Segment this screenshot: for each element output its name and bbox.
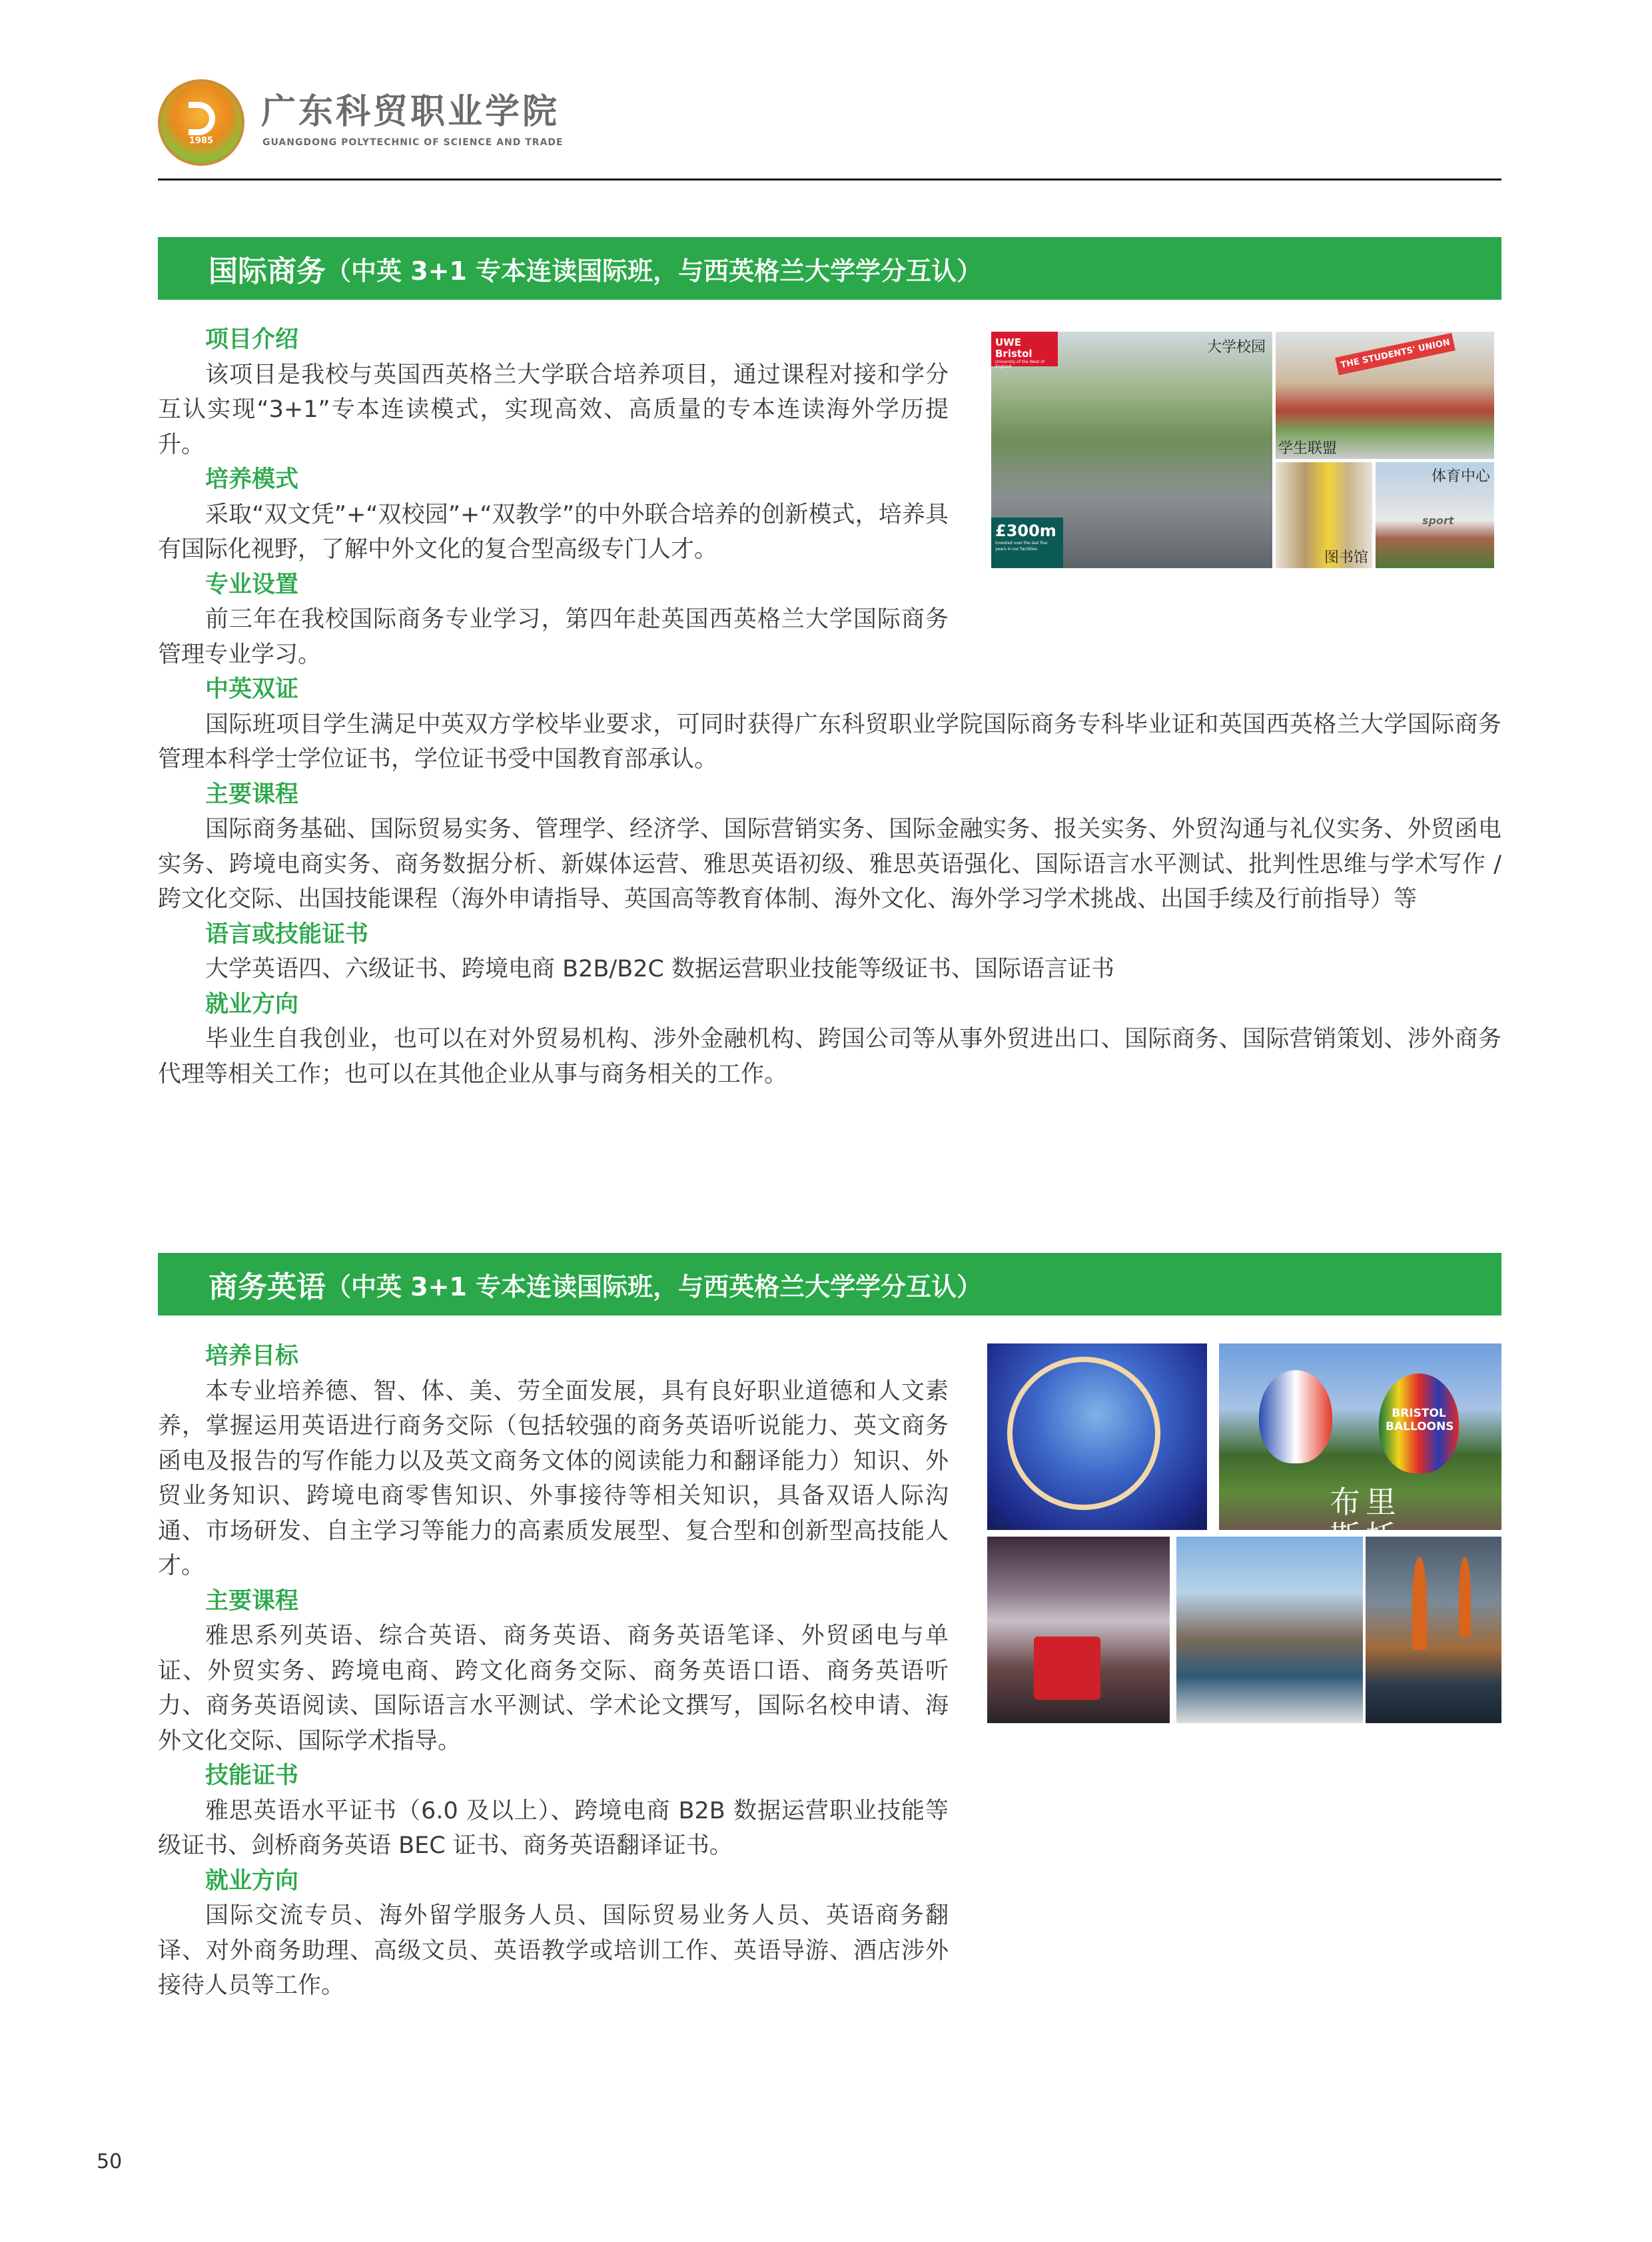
photo-students-union [1276,332,1494,459]
section-subtitle: （中英 3+1 专本连读国际班，与西英格兰大学学分互认） [326,1272,983,1302]
item-body: 国际商务基础、国际贸易实务、管理学、经济学、国际营销实务、国际金融实务、报关实务、外贸沟通与礼仪实务、外贸函电实务、跨境电商实务、商务数据分析、新媒体运营、雅思英语初级、雅思英语强化、国际语言水平测试、批判性思维与学术写作 / 跨文化交际、出国技能课程（海外申请指导、英国高等教育体制、海外文化、海外学习学术挑战、出国手续及行前指导）等 [158,816,1501,913]
page-number: 50 [97,2150,123,2173]
balloon-rooster-icon [1259,1370,1332,1463]
item-heading: 培养目标 [205,1343,299,1369]
item-heading: 培养模式 [205,466,299,493]
bridge-horn-icon [1412,1557,1427,1650]
item-heading: 就业方向 [205,990,299,1018]
sport-sign: sport [1422,514,1454,527]
caption-sport-centre: 体育中心 [1431,468,1490,485]
header-divider [158,179,1501,181]
item-heading: 专业设置 [205,571,299,598]
section-banner-international-business [158,237,1501,300]
photo-bristol-balloons [1219,1343,1501,1530]
photo-bristol-harbour [1176,1537,1363,1723]
uwe-logo [991,332,1058,369]
section-title: 国际商务 [208,254,326,288]
caption-bristol: 布里 [1330,1484,1402,1520]
uwe-logo-text: UWE Bristol [995,336,1032,360]
section-banner-business-english [158,1253,1501,1315]
item-heading: 项目介绍 [205,326,299,353]
item-heading: 主要课程 [205,781,299,808]
item-body: 国际交流专员、海外留学服务人员、国际贸易业务人员、英语商务翻译、对外商务助理、高级文员、英语教学或培训工作、英语导游、酒店涉外接待人员等工作。 [158,1902,949,1999]
photo-london-eye [987,1343,1207,1530]
ferris-wheel-icon [1007,1357,1160,1510]
school-name-en: GUANGDONG POLYTECHNIC OF SCIENCE AND TRADE [262,137,564,148]
item-heading: 就业方向 [205,1867,299,1894]
item-body: 采取“双文凭”+“双校园”+“双教学”的中外联合培养的创新模式，培养具有国际化视野，了解中外文化的复合型高级专门人才。 [158,501,949,563]
section-subtitle: （中英 3+1 专本连读国际班，与西英格兰大学学分互认） [326,256,983,286]
investment-amount: £300m [995,522,1056,540]
red-bus-icon [1034,1637,1100,1700]
logo-year: 1985 [189,136,214,146]
photo-london-bus [987,1537,1170,1723]
item-body: 大学英语四、六级证书、跨境电商 B2B/B2C 数据运营职业技能等级证书、国际语言证书 [205,956,1115,982]
bridge-horn-icon [1459,1557,1471,1637]
photo-campus-aerial [991,332,1272,568]
logo-figure-icon [189,102,215,135]
item-heading: 中英双证 [205,676,299,703]
caption-library: 图书馆 [1324,550,1368,566]
uwe-logo-sub: University of the West of England [995,360,1045,369]
caption-union: 学生联盟 [1278,440,1338,457]
school-name-cn: 广东科贸职业学院 [261,92,560,132]
item-body: 本专业培养德、智、体、美、劳全面发展，具有良好职业道德和人文素养，掌握运用英语进行商务交际（包括较强的商务英语听说能力、英文商务函电及报告的写作能力以及英文商务文体的阅读能力和翻译能力）知识、外贸业务知识、跨境电商零售知识、外事接待等相关知识，具备双语人际沟通、市场研发、自主学习等能力的高素质发展型、复合型和创新型高技能人才。 [158,1377,949,1579]
school-logo [158,79,244,166]
photo-pero-bridge [1366,1537,1501,1723]
section-title: 商务英语 [208,1270,326,1304]
balloon-text: BRISTOL BALLOONS [1386,1407,1454,1433]
caption-campus: 大学校园 [1206,339,1266,356]
photo-library [1276,462,1372,568]
item-body: 该项目是我校与英国西英格兰大学联合培养项目，通过课程对接和学分互认实现“3+1”专本连读模式，实现高效、高质量的专本连读海外学历提升。 [158,361,949,458]
investment-badge [991,518,1063,568]
item-body: 毕业生自我创业，也可以在对外贸易机构、涉外金融机构、跨国公司等从事外贸进出口、国际商务、国际营销策划、涉外商务代理等相关工作；也可以在其他企业从事与商务相关的工作。 [158,1026,1501,1088]
item-body: 国际班项目学生满足中英双方学校毕业要求，可同时获得广东科贸职业学院国际商务专科毕业证和英国西英格兰大学国际商务管理本科学士学位证书，学位证书受中国教育部承认。 [158,711,1501,773]
item-heading: 技能证书 [205,1762,299,1789]
item-body: 前三年在我校国际商务专业学习，第四年赴英国西英格兰大学国际商务管理专业学习。 [158,606,949,668]
item-body: 雅思系列英语、综合英语、商务英语、商务英语笔译、外贸函电与单证、外贸实务、跨境电商、跨文化商务交际、商务英语口语、商务英语听力、商务英语阅读、国际语言水平测试、学术论文撰写，国际名校申请、海外文化交际、国际学术指导。 [158,1623,949,1754]
item-heading: 语言或技能证书 [205,921,369,948]
union-sign: THE STUDENTS' UNION [1335,333,1455,376]
item-body: 雅思英语水平证书（6.0 及以上）、跨境电商 B2B 数据运营职业技能等级证书、剑桥商务英语 BEC 证书、商务英语翻译证书。 [158,1797,949,1859]
photo-sport-centre [1376,462,1494,568]
item-heading: 主要课程 [205,1587,299,1615]
investment-text: invested over the last five years in our facilities. [995,541,1048,552]
